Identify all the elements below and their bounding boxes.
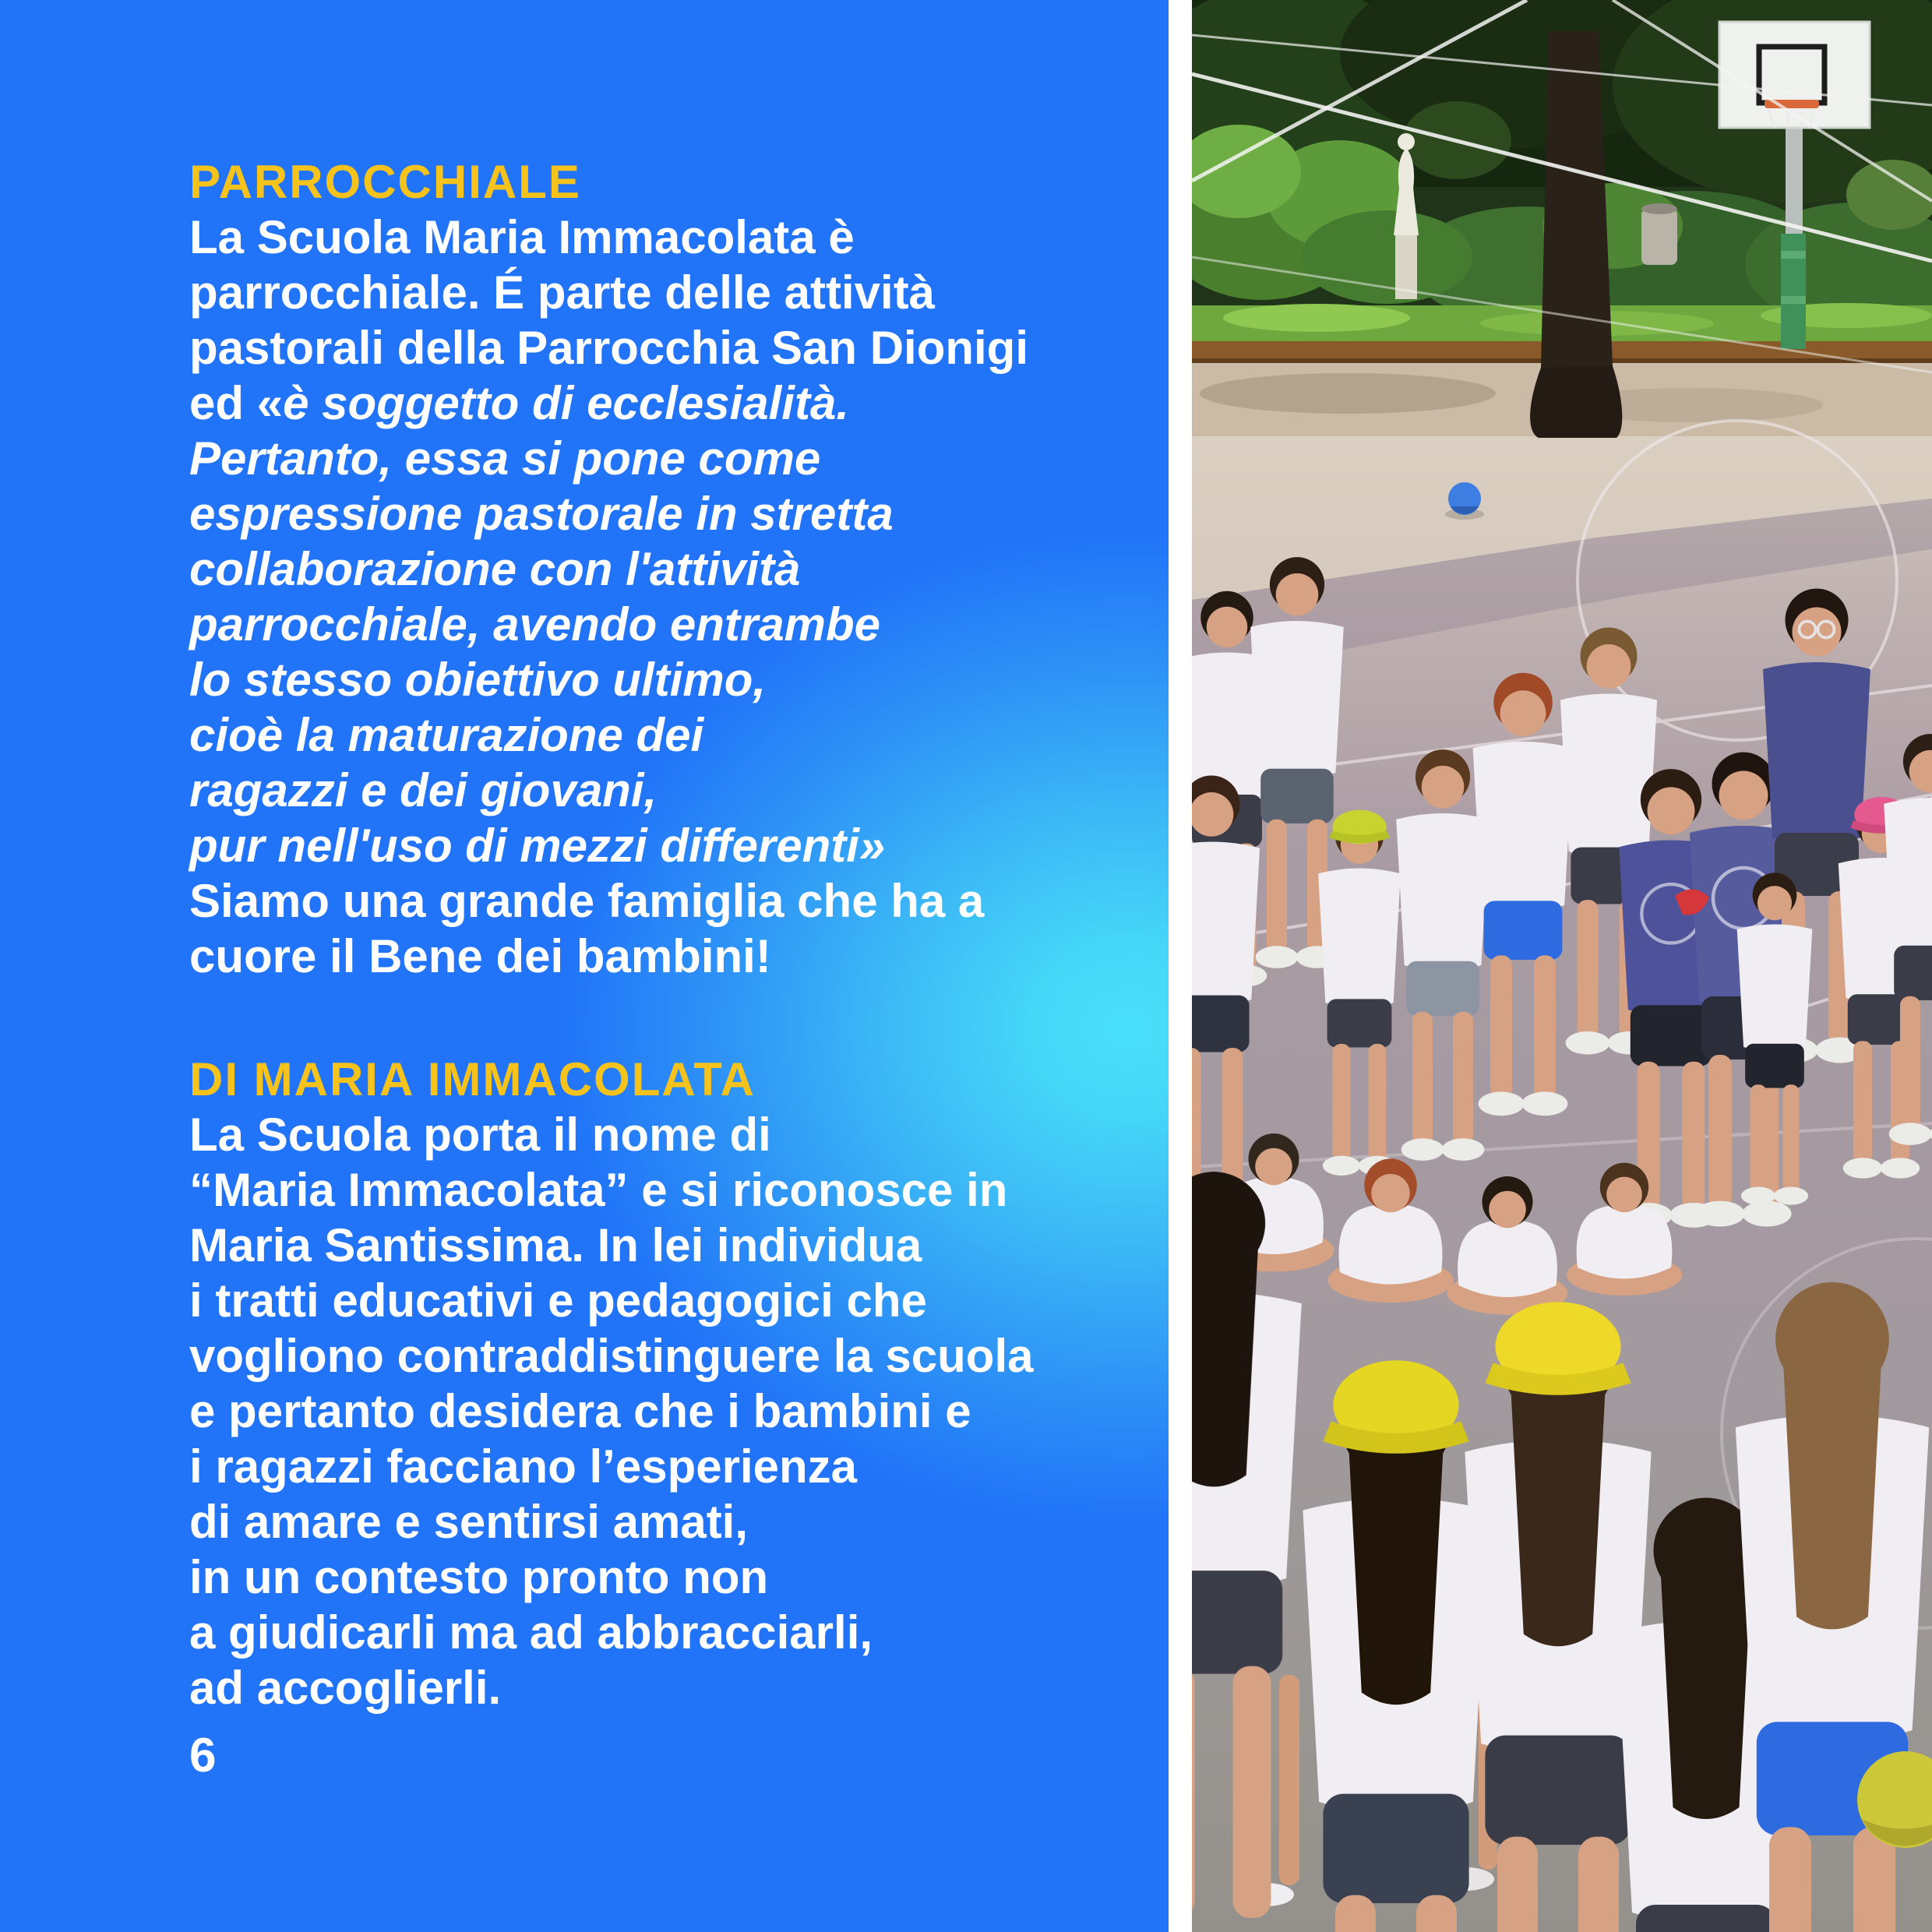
text-line: vogliono contraddistinguere la scuola <box>189 1330 1034 1382</box>
section-heading: DI MARIA IMMACOLATA <box>189 1053 756 1105</box>
text-line: pastorali della Parrocchia San Dionigi <box>189 322 1028 374</box>
text-line: parrocchiale. É parte delle attività <box>189 266 936 319</box>
page-number: 6 <box>189 1729 217 1782</box>
text-line: cuore il Bene dei bambini! <box>189 930 771 982</box>
text-line: La Scuola Maria Immacolata è <box>189 211 855 263</box>
text-line: e pertanto desidera che i bambini e <box>189 1385 971 1437</box>
text-column <box>189 154 1163 1783</box>
section-body <box>189 1107 1163 1715</box>
text-line: a giudicarli ma ad abbracciarli, <box>189 1606 873 1659</box>
text-line: espressione pastorale in stretta <box>189 488 894 540</box>
section-parrocchiale <box>189 154 1163 984</box>
text-line: i tratti educativi e pedagogici che <box>189 1274 927 1327</box>
text-line: in un contesto pronto non <box>189 1551 769 1603</box>
text-line: di amare e sentirsi amati, <box>189 1496 749 1548</box>
text-line: ed «è soggetto di ecclesialità. <box>189 377 849 429</box>
text-line: lo stesso obiettivo ultimo, <box>189 654 767 706</box>
text-line: i ragazzi facciano l’esperienza <box>189 1440 858 1493</box>
text-line: pur nell'uso di mezzi differenti» <box>189 820 886 872</box>
text-line: “Maria Immacolata” e si riconosce in <box>189 1164 1008 1216</box>
section-body <box>189 210 1163 984</box>
text-line: Pertanto, essa si pone come <box>189 432 821 485</box>
text-line: La Scuola porta il nome di <box>189 1109 771 1161</box>
text-line: Siamo una grande famiglia che ha a <box>189 875 985 927</box>
text-line: collaborazione con l'attività <box>189 543 801 595</box>
text-line: Maria Santissima. In lei individua <box>189 1219 922 1271</box>
text-line: parrocchiale, avendo entrambe <box>189 598 880 650</box>
trash-bin <box>1641 203 1677 265</box>
photo-children-basketball-court <box>1192 0 1932 1932</box>
section-di-maria-immacolata <box>189 1052 1163 1715</box>
text-line: ad accoglierli. <box>189 1662 502 1714</box>
text-line: cioè la maturazione dei <box>189 709 704 761</box>
text-line: ragazzi e dei giovani, <box>189 764 658 816</box>
section-heading: PARROCCHIALE <box>189 156 581 208</box>
